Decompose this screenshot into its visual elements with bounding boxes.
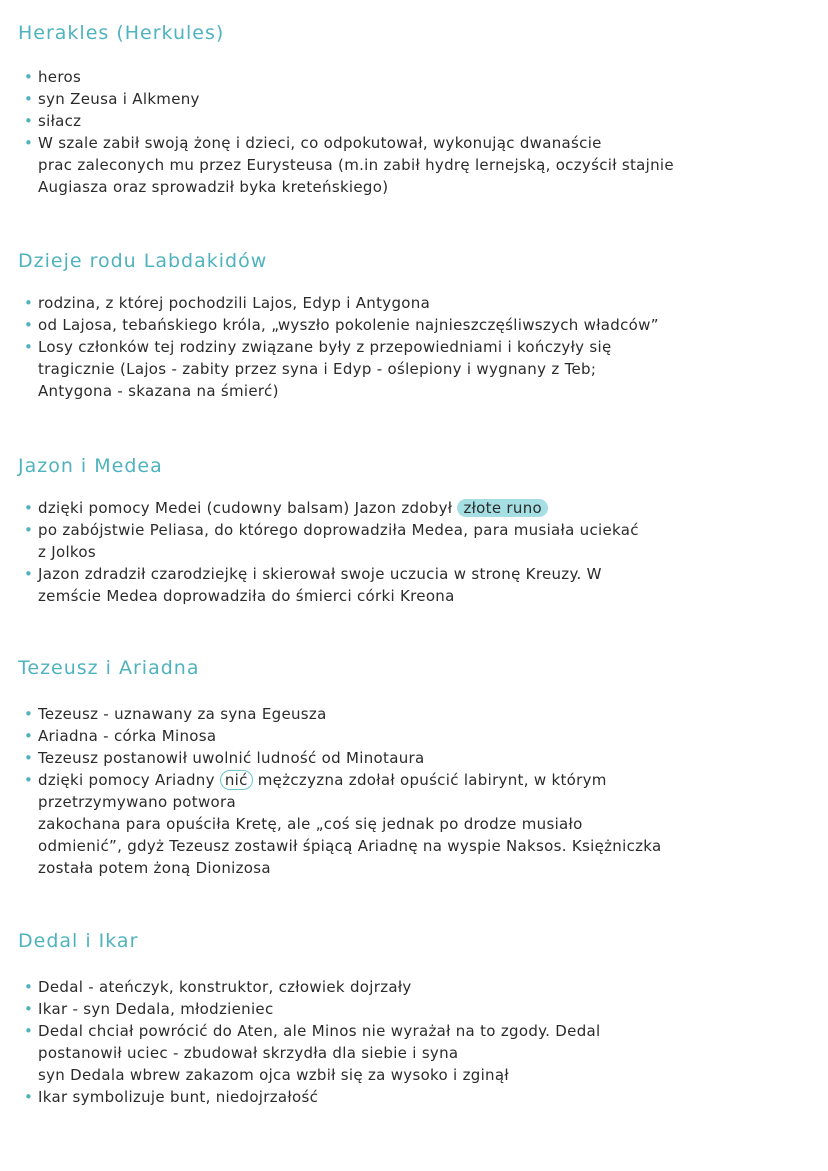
list-item: • dzięki pomocy Medei (cudowny balsam) Jazon zdobył złote runo (24, 497, 804, 519)
list-item-continuation: z Jolkos (38, 543, 96, 561)
bullet-dot-icon: • (24, 771, 34, 789)
section-heading: Herakles (Herkules) (18, 22, 225, 44)
list-item: • rodzina, z której pochodzili Lajos, Edyp i Antygona (24, 294, 431, 312)
bullet-dot-icon: • (24, 749, 34, 767)
bullet-dot-icon: • (24, 316, 34, 334)
list-item: • Tezeusz postanowił uwolnić ludność od Minotaura (24, 749, 425, 767)
list-item: • Losy członków tej rodziny związane były z przepowiedniami i kończyły się (24, 338, 612, 356)
list-item: • Dedal - ateńczyk, konstruktor, człowiek dojrzały (24, 978, 412, 996)
section-heading: Jazon i Medea (18, 455, 163, 477)
list-item-continuation: tragicznie (Lajos - zabity przez syna i Edyp - oślepiony i wygnany z Teb; (38, 360, 597, 378)
bullet-dot-icon: • (24, 1022, 34, 1040)
bullet-dot-icon: • (24, 499, 34, 517)
list-item-continuation: Antygona - skazana na śmierć) (38, 382, 279, 400)
bullet-dot-icon: • (24, 1000, 34, 1018)
bullet-dot-icon: • (24, 68, 34, 86)
list-item-continuation: Augiasza oraz sprowadził byka kreteńskiego) (38, 178, 389, 196)
circled-term: nić (220, 770, 253, 790)
list-item-continuation: syn Dedala wbrew zakazom ojca wzbił się za wysoko i zginął (38, 1066, 509, 1084)
bullet-dot-icon: • (24, 1088, 34, 1106)
list-item: • Ikar symbolizuje bunt, niedojrzałość (24, 1088, 319, 1106)
list-item: • Dedal chciał powrócić do Aten, ale Minos nie wyrażał na to zgody. Dedal (24, 1022, 601, 1040)
list-item-continuation: odmienić”, gdyż Tezeusz zostawił śpiącą Ariadnę na wyspie Naksos. Księżniczka (38, 837, 662, 855)
section-heading: Dedal i Ikar (18, 930, 139, 952)
bullet-dot-icon: • (24, 134, 34, 152)
bullet-dot-icon: • (24, 521, 34, 539)
list-item-continuation: została potem żoną Dionizosa (38, 859, 271, 877)
bullet-dot-icon: • (24, 90, 34, 108)
list-item: • Tezeusz - uznawany za syna Egeusza (24, 705, 327, 723)
list-item-continuation: prac zaleconych mu przez Eurysteusa (m.in zabił hydrę lernejską, oczyścił stajnie (38, 156, 674, 174)
bullet-dot-icon: • (24, 978, 34, 996)
list-item-continuation: przetrzymywano potwora (38, 793, 236, 811)
list-item-continuation: postanowił uciec - zbudował skrzydła dla siebie i syna (38, 1044, 459, 1062)
section-heading: Tezeusz i Ariadna (18, 657, 200, 679)
list-item: • Jazon zdradził czarodziejkę i skierował swoje uczucia w stronę Kreuzy. W (24, 565, 602, 583)
list-item: • po zabójstwie Peliasa, do którego doprowadziła Medea, para musiała uciekać (24, 521, 639, 539)
list-item: • syn Zeusa i Alkmeny (24, 90, 200, 108)
bullet-dot-icon: • (24, 338, 34, 356)
bullet-dot-icon: • (24, 112, 34, 130)
bullet-dot-icon: • (24, 294, 34, 312)
list-item-continuation: zemście Medea doprowadziła do śmierci córki Kreona (38, 587, 455, 605)
list-item: • dzięki pomocy Ariadny nić mężczyzna zdołał opuścić labirynt, w którym (24, 771, 607, 789)
bullet-dot-icon: • (24, 705, 34, 723)
list-item: • siłacz (24, 112, 82, 130)
list-item: • Ikar - syn Dedala, młodzieniec (24, 1000, 274, 1018)
list-item-continuation: zakochana para opuściła Kretę, ale „coś się jednak po drodze musiało (38, 815, 583, 833)
list-item: • Ariadna - córka Minosa (24, 727, 217, 745)
list-item: • W szale zabił swoją żonę i dzieci, co odpokutował, wykonując dwanaście (24, 134, 602, 152)
highlighted-term: złote runo (457, 499, 548, 517)
list-item: • heros (24, 68, 82, 86)
bullet-dot-icon: • (24, 565, 34, 583)
bullet-dot-icon: • (24, 727, 34, 745)
list-item: • od Lajosa, tebańskiego króla, „wyszło pokolenie najnieszczęśliwszych władców” (24, 316, 659, 334)
section-heading: Dzieje rodu Labdakidów (18, 250, 268, 272)
